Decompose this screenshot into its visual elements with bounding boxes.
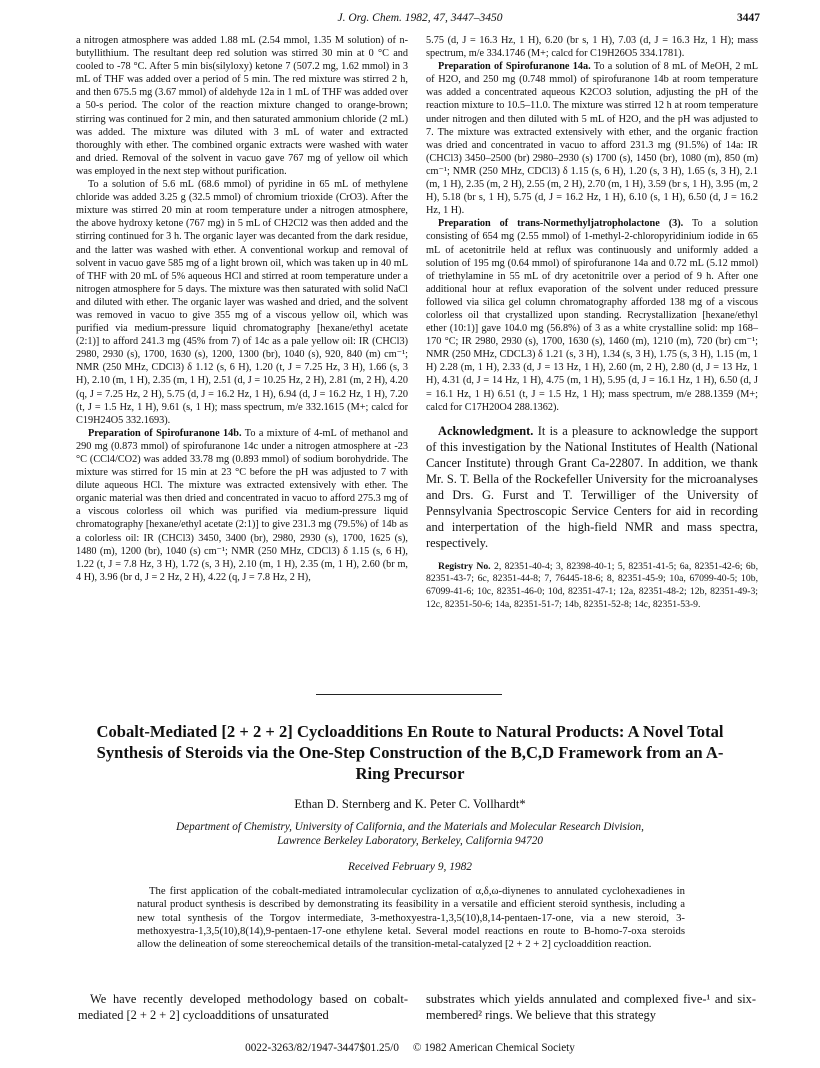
registry-numbers: [426, 561, 758, 611]
abstract: The first application of the cobalt-mediated intramolecular cyclization of α,δ,ω-diynenes to annulated cyclohexadienes in natural product synthesis is described by demonstrating its feasibility in a versatile and efficient steroid synthesis, including a new total synthesis of the Torgov intermediate, 3-methoxyestra-1,3,5(10),8,14-pentaen-17-one, via a new steroid, 3-methoxyestra-1,3,5(10),8(14),9-pentaen-17-one ethylene ketal. Several model reactions en route to B-homo-7-oxa steroids allow the delineation of some stereochemical details of the transition-metal-catalyzed [2 + 2 + 2] cycloaddition reaction.: [137, 885, 685, 951]
section-heading: Preparation of Spirofuranone 14a.: [438, 61, 591, 73]
journal-citation: J. Org. Chem. 1982, 47, 3447–3450: [337, 12, 503, 24]
section-heading: Preparation of trans-Normethyljatropholactone (3).: [438, 218, 684, 230]
experimental-section-14a: [426, 60, 758, 217]
section-text: To a solution of 8 mL of MeOH, 2 mL of H2O, and 250 mg (0.748 mmol) of spirofuranone 14b at room temperature was added a concentrated aqueous K2CO3 solution, adjusting the pH of the reaction mixture to 10.5–11.0. The mixture was stirred 12 h at room temperature under nitrogen and then diluted with 5 mL of H2O, and the pH was adjusted to 7. The mixture was extracted extensively with ether, and the organic fraction was dried and concentrated in vacuo to afford 231.3 mg (91.5%) of 14a: IR (CHCl3) 3450–2500 (br) 2980–2930 (s) 1700 (s), 1450 (br), 1080 (m), 850 (m) cm⁻¹; NMR (250 MHz, CDCl3) δ 1.15 (s, 6 H), 1.20 (s, 3 H), 1.65 (s, 3 H), 2.1 (m, 1 H), 2.35 (m, 2 H), 2.55 (m, 2 H), 2.70 (m, 1 H), 3.59 (br s, 1 H), 3.95 (m, 2 H), 5.18 (br s, 1 H), 5.75 (d, J = 16.2 Hz, 1 H), 6.10 (s, 1 H), 6.50 (d, J = 16.2 Hz, 1 H).: [426, 61, 758, 217]
section-heading: Preparation of Spirofuranone 14b.: [88, 427, 242, 439]
experimental-paragraph: To a solution of 5.6 mL (68.6 mmol) of pyridine in 65 mL of methylene chloride was added 3.25 g (32.5 mmol) of chromium trioxide (CrO3). After the mixture was stirred 20 min at room temperature under a nitrogen atmosphere, the above hydroxy ketone (767 mg) in 5 mL of CH2Cl2 was then added and the stirring continued for 3 h. The organic layer was decanted from the dark residue, and the latter was washed with ether. A conventional workup and removal of solvent in vacuo gave 585 mg of a light brown oil, which was taken up in 40 mL of THF with 20 mL of 5% aqueous HCl and stirred at room temperature under a nitrogen atmosphere for 5 days. The mixture was then saturated with solid NaCl and diluted with ether. The organic layer was washed and dried, and the solvent was removed in vacuo to give 355 mg of a viscous yellow oil, which was purified via medium-pressure liquid chromatography [hexane/ethyl acetate (2:1)] to afford 241.3 mg (45% from 7) of 14c as a pale yellow oil: IR (CHCl3) 2980, 2930 (s), 1700, 1630 (s), 1200, 1300 (br), 1040 (s), 920, 840 (m) cm⁻¹; NMR (250 MHz, CDCl3) δ 1.12 (s, 6 H), 1.20 (t, J = 7.25 Hz, 3 H), 1.66 (s, 3 H), 2.10 (m, 1 H), 2.35 (m, 1 H), 2.51 (d, J = 10.25 Hz, 2 H), 2.81 (m, 2 H), 4.20 (q, J = 7.25 Hz, 2 H), 5.75 (d, J = 16.2 Hz, 1 H), 6.94 (d, J = 16.2 Hz, 1 H), 7.20 (t, J = 1.5 Hz, 1 H), 9.61 (s, 1 H); mass spectrum, m/e 332.1615 (M+; calcd for C19H24O5 332.1693).: [76, 179, 408, 426]
intro-text-right: substrates which yields annulated and complexed five-¹ and six-membered² rings. We believe that this strategy: [426, 992, 756, 1022]
publication-code: 0022-3263/82/1947-3447$01.25/0: [245, 1042, 399, 1054]
article-title: Cobalt-Mediated [2 + 2 + 2] Cycloadditions En Route to Natural Products: A Novel Total Synthesis of Steroids via the One-Step Construction of the B,C,D Framework from an A-Ring Precursor: [96, 722, 724, 783]
left-column: [76, 34, 408, 584]
copyright-notice: © 1982 American Chemical Society: [412, 1042, 575, 1054]
affiliation-line: Department of Chemistry, University of California, and the Materials and Molecular Research Division,: [176, 821, 644, 833]
right-column: [426, 34, 758, 611]
section-text: To a solution consisting of 654 mg (2.55 mmol) of 1-methyl-2-chloropyridinium iodide in 65 mL of acetonitrile held at reflux was continuously and uniformly added a solution of 195 mg (0.64 mmol) of spirofuranone 14a and 0.72 mL (5.12 mmol) of triethylamine in 55 mL of dry acetonitrile over a period of 9 h. After one additional hour at reflux evaporation of the solvent under reduced pressure followed via silica gel column chromatography afforded 138 mg of a viscous colorless oil that crystallized upon standing. Recrystallization [hexane/ethyl ether (10:1)] gave 104.0 mg (56.8%) of 3 as a white crystalline solid: mp 168–170 °C; IR 2980, 2930 (s), 1700, 1630 (s), 1460 (m), 1210 (m), 720 (br) cm⁻¹; NMR (250 MHz, CDCL3) δ 1.21 (s, 3 H), 1.34 (s, 3 H), 1.75 (s, 3 H), 1.15 (m, 1 H) 2.28 (m, 1 H), 2.33 (d, J = 13 Hz, 1 H), 2.60 (m, 2 H), 2.80 (d, J = 13 Hz, 1 H), 4.31 (d, J = 14 Hz, 1 H), 4.75 (m, 1 H), 5.95 (d, J = 16.1 Hz, 1 H), 6.50 (d, J = 16.1 Hz, 1 H) 6.51 (t, J = 1.5 Hz, 1 H); mass spectrum, m/e 288.1359 (M+; calcd for C17H20O4 288.1362).: [426, 218, 758, 413]
article-divider: [316, 694, 502, 695]
registry-heading: Registry No.: [438, 560, 491, 572]
acknowledgment: [426, 423, 758, 551]
article-authors: Ethan D. Sternberg and K. Peter C. Vollhardt*: [294, 797, 526, 811]
experimental-section-3: [426, 217, 758, 413]
page-footer: [80, 1042, 740, 1054]
acknowledgment-heading: Acknowledgment.: [438, 423, 534, 438]
experimental-paragraph: a nitrogen atmosphere was added 1.88 mL (2.54 mmol, 1.35 M solution) of n-butyllithium. The resultant deep red solution was stirred 30 min at 0 °C and cooled to -78 °C. After 5 min bis(silyloxy) ketone 7 (507.2 mg, 1.62 mmol) in 3 mL of THF was added over a period of 5 min. The red mixture was stirred 2 h, and then 675.5 mg (3.67 mmol) of aldehyde 12a in 1 mL of THF was added over a 50-s period. The color of the reaction mixture changed to orange-brown; stirring was continued for 2 min, and then saturated ammonium chloride (2 mL) was added. The mixture was diluted with 3 mL of water and extracted thoroughly with ether. The combined organic extracts were washed with water and dried. Removal of the solvent in vacuo gave 767 mg of yellow oil which was employed in the next step without purification.: [76, 35, 408, 177]
registry-text: 2, 82351-40-4; 3, 82398-40-1; 5, 82351-41-5; 6a, 82351-42-6; 6b, 82351-43-7; 6c, 82351-44-8; 7, 76445-18-6; 8, 82351-45-9; 10a, 67099-40-5; 10b, 67099-41-6; 10c, 82351-46-0; 10d, 82351-47-1; 12a, 82351-48-2; 12b, 82351-49-3; 12c, 82351-50-6; 14a, 82351-51-7; 14b, 82351-52-8; 14c, 82351-53-9.: [426, 560, 759, 610]
author-affiliation: [80, 821, 740, 848]
experimental-section-14b: [76, 427, 408, 584]
intro-text-left: We have recently developed methodology based on cobalt-mediated [2 + 2 + 2] cycloadditions of unsaturated: [78, 992, 408, 1022]
section-text: To a mixture of 4-mL of methanol and 290 mg (0.873 mmol) of spirofuranone 14c under a nitrogen atmosphere at -23 °C (CCl4/CO2) was added 33.78 mg (0.893 mmol) of sodium borohydride. The mixture was stirred for 15 min at 23 °C before the pH was adjusted to 7 with dilute aqueous HCl. The mixture was extracted extensively with ether. The organic material was then dried and concentrated in vacuo to afford 275.3 mg of a viscous colorless oil which was purified via medium-pressure liquid chromatography [hexane/ethyl acetate (2:1)] to give 231.3 mg (79.5%) of 14b as a colorless oil: IR (CHCl3) 3450, 3400 (br), 2980, 2930 (s), 1700, 1625 (s), 1480 (m), 1200 (br), 1040 (s) cm⁻¹; NMR (250 MHz, CDCl3) δ 1.15 (s, 6 H), 1.22 (t, J = 7.8 Hz, 3 H), 1.72 (s, 3 H), 2.10 (m, 1 H), 2.35 (m, 1 H), 2.60 (br m, 4 H), 3.96 (br d, J = 2 Hz, 2 H), 4.22 (q, J = 7.8 Hz, 2 H),: [76, 427, 408, 583]
page-number: 3447: [737, 12, 760, 24]
affiliation-line: Lawrence Berkeley Laboratory, Berkeley, California 94720: [277, 834, 543, 847]
received-date: Received February 9, 1982: [348, 861, 472, 873]
acknowledgment-text: It is a pleasure to acknowledge the support of this investigation by the National Institutes of Health (National Cancer Institute) through Grant Ca-22807. In addition, we thank Mr. S. T. Bella of the Rockefeller University for the microanalyses and Drs. G. Furst and T. Terwilliger of the University of Pennsylvania Spectroscopic Service Centers for aid in recording and interpertation of the high-field NMR and mass spectra, respectively.: [426, 423, 758, 550]
experimental-paragraph: 5.75 (d, J = 16.3 Hz, 1 H), 6.20 (br s, 1 H), 7.03 (d, J = 16.3 Hz, 1 H); mass spectrum, m/e 334.1746 (M+; calcd for C19H26O5 334.1781).: [426, 35, 758, 60]
